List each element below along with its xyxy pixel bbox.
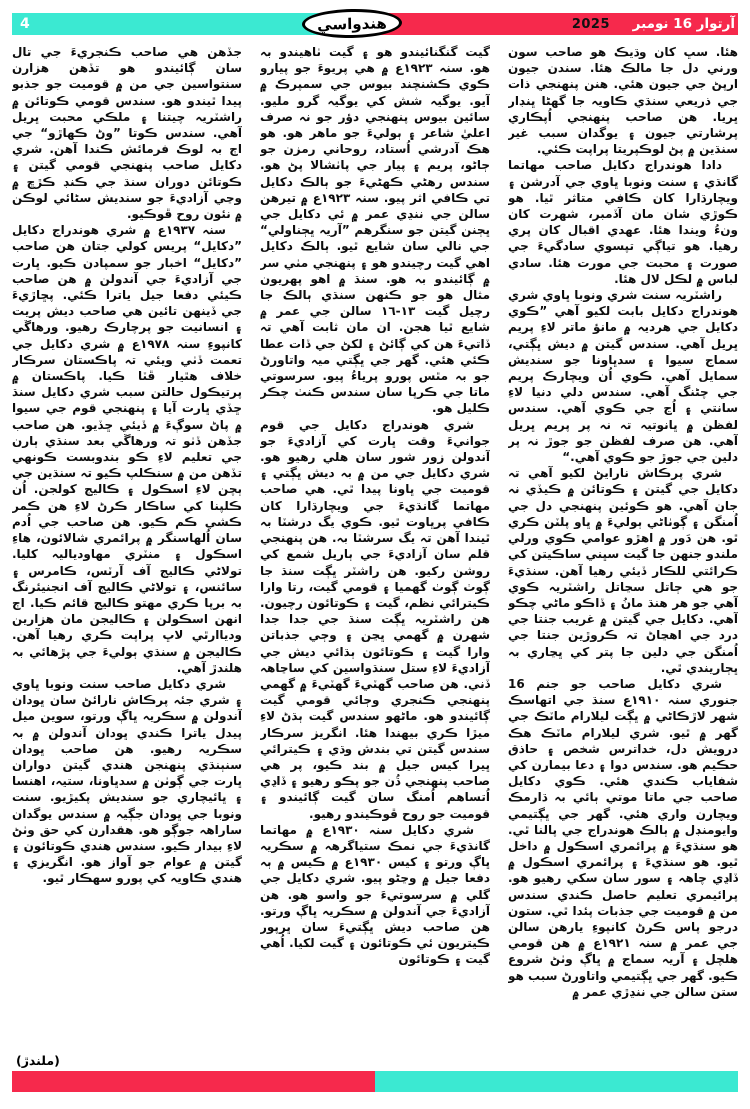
bottom-teal-band xyxy=(375,1071,738,1092)
paragraph: جڏهن هي صاحب ڪنجريءَ جي تال سان ڳائيندو هو تڏهن هزارن سنتواسين جي من ۾ قوميت جو جذبو پيدا ٿيندو هو. سندس قومي ڪوتائن ۾ راشٽريہ چيتنا ۽ ملڪي محبت ڀريل آهي. سندس ڪوتا ”وڻ ڪهاڙو“ جي اڄ بہ لوڪ فرمائش ڪندا آهن. شري دکايل صاحب پنهنجي قومي گيتن ۽ ڪوتائن دوران سنڌ جي ڪنڊ ڪڙڇ ۾ وڃي آزاديءَ جو سنديش سڻائي لوڪن ۾ نئون روح ڦوڪيو. xyxy=(12,45,242,222)
article-columns xyxy=(12,44,738,1066)
column-middle xyxy=(260,44,490,1066)
paragraph: شري دکايل سنہ ١٩٣٠ع ۾ مهاتما گانڌيءَ جي نمڪ ستياگرهہ ۾ سڪريہ ڀاڳ ورتو ۽ کيس ١٩٣٠ع ۾ ڪيس ۾ ٻہ دفعا جيل ۾ وڃڻو پيو. شري دکايل جي گلي ۾ سرسوتيءَ جو واسو هو. هن آزاديءَ جي آندولن ۾ سڪريہ ڀاڳ ورتو. هن صاحب ديش ڀڳتيءَ سان ڀرپور ڪيتريون ئي ڪوتائون ۽ گيت لکيا. اُهي گيت ۽ ڪوتائون xyxy=(260,822,490,967)
year-label: 2025 xyxy=(571,16,610,32)
paragraph: هئا. سڀ کان وڌيڪ هو صاحب سون ورني دل جا مالڪ هئا. سندن جيون ارپڻ جي جيون هئي. هنن پنهنجي ذات جي ذريعي سنڌي ڪاويہ جا گهڻا ڀنڊار ڀريا. هن صاحب پنهنجي اُپڪاري پرشارتي جيون ۽ يوگدان سبب غير سنڌين ۾ پڻ لوڪپريتا پراپت ڪئي. xyxy=(508,45,738,157)
column-right xyxy=(508,44,738,1066)
paragraph: شري دکايل صاحب سنت ونوبا ڀاوي ۽ شري جئہ پرڪاش نارائڻ سان ڀودان آندولن ۾ سڪريہ ڀاڳ ورتو، سوين ميل پيدل ياترا ڪندي ڀودان آندولن ۾ بہ سڪريہ رهيو. هن صاحب ڀودان سنٻنڌي پنهنجن هندي گيتن دواران ڀارت جي ڳوٺن ۾ سدڀاونا، ستيہ، اهنسا ۽ ڀائيچاري جو سنديش پکيڙيو. سنت ونوبا جي ڀودان جڳيہ ۾ سندس يوگدان ساراهہ جوڳو هو. هقدارن کي حق وٺڻ لاءِ بيدار ڪيو. سندس هندي ڪوتائون ۽ گيتن ۾ عوام جو آواز هو. انگريزي ۽ هندي ڪاويہ کي پورو سهڪار ٿيو. xyxy=(12,676,242,886)
paragraph: گيت گنگنائيندو هو ۽ گيت ٺاهيندو بہ هو. سنہ ١٩٢٣ع ۾ هي پريوءَ جو پيارو ڪوي ڪشنچند بيوس جي سمپرڪ ۾ آيو. يوگيہ شش کي يوگيہ گرو مليو. سائين بيوس پنهنجي دؤر جو نہ صرف اعليٰ شاعر ۽ ٻوليءَ جو ماهر هو. هو هڪ آدرشي اُستاد، روحاني رمزن جو ڄاڻو، پريم ۽ پيار جي پاٺشالا پڻ هو. سندس رهڻي ڪهڻيءَ جو ٻالڪ دکايل تي ڪافي اثر پيو. سنہ ١٩٢٣ع ۾ تيرهن سالن جي ننڍي عمر ۾ ئي دکايل جي ڀڄنن گيتن جو سنگرهم ”آريہ ڀڄناولي“ جي نالي سان شايع ٿيو. ٻالڪ دکايل اهي گيت رچيندو هو ۽ پنهنجي مٺي سر ۾ ڳائيندو بہ هو. سنڌ ۾ اهو پهريون مثال هو جو ڪنهن سنڌي ٻالڪ جا رچيل گيت ١٣-١٦ سالن جي عمر ۾ شايع ٿيا هجن. ان مان ثابت آهي تہ ڏاتيءَ هن کي ڳائڻ ۽ لکڻ جي ڏات عطا ڪئي هئي. گهر جي ڀڳتي ميہ واتاورڻ جو بہ مٿس پورو پرياءُ پيو. سرسوتي ماتا جي ڪرپا سان سندس ڪنٺ چڪر ڪليل هو. xyxy=(260,45,490,416)
masthead-title: هندواسي xyxy=(317,13,387,34)
continued-label: (ملندڙ) xyxy=(16,1053,60,1068)
paragraph: راشٽريہ سنت شري ونوبا ڀاوي شري هوندراج دکايل بابت لکيو آهي ”ڪوي دکايل جي هرديہ ۾ مانؤ ماتر لاءِ پريم ڀريل آهي. سندس گيتن ۾ ديش ڀڳتي، سماج سيوا ۽ سدڀاونا جو سنديش سمايل آهي. ڪوي اُن ويچارڪ پريم جي چڻنگ آهي. سندس دلي دنيا لاءِ سانتي ۽ اُڃ جي ڪوي آهي. سندس لفظن ۾ ڀانوتيہ تہ نہ پر پريم ڀريل آهي. هن صرف لفظن جو جوڙ نہ پر دلين جي جوڙ جو ڪوي آهي.“ xyxy=(508,288,738,465)
paragraph: شري دکايل صاحب جو جنم 16 جنوري سنہ ١٩١٠ع سنڌ جي اتهاسڪ شهر لاڙڪاڻي ۾ ڀڳت ليلارام ماٽڪ جي گهر ۾ ٿيو. شري ليلارام ماٽڪ هڪ درويش دل، خداترس شخص ۽ حاذق حڪيم هو. سندس دوا ۽ دعا بيمارن کي شفاياب ڪندي هئي. ڪوي دکايل صاحب جي ماتا موتي ٻائي بہ ڌارمڪ ويچارن واري هئي. گهر جي ڀڳتيمي وايومنڊل ۾ ٻالڪ هوندراج جي پالنا ٿي. هو سنڌيءَ ۾ پرائمري اسڪول ۾ داخل ٿيو. هو سنڌيءَ ۽ پرائمري اسڪول ۾ ڏاڍي چاهہ ۽ سور سان سکي رهيو هو. پرائيمري تعليم حاصل ڪندي سندس من ۾ قوميت جي جذبات پئدا ٿي. ستون درجو پاس ڪرڻ کانپوءِ يارهن سالن جي عمر ۾ سنہ ١٩٢١ع ۾ هن قومي هلچل ۽ آريہ سماج ۾ ڀاڳ وٺڻ شروع ڪيو. گهر جي ڀڳتيمي واتاورڻ سبب هو ستن سالن جي ننڍڙي عمر ۾ xyxy=(508,676,738,999)
paragraph: دادا هوندراج دکايل صاحب مهاتما گانڌي ۽ سنت ونوبا ڀاوي جي آدرشن ۽ ويچارڌارا کان ڪافي متاثر ٿيا. هو ڪوڙي شان مان آڏمبر، شهرت کان ونءُ ويندا هئا. عهدي اقبال کان پري رهيا. هو تياڳي تپسوي سادگيءَ جي صورت ۽ محبت جي مورت هئا. سادي لباس ۾ لڪل لال هئا. xyxy=(508,158,738,286)
header-bar xyxy=(12,13,738,35)
paragraph: شري پرڪاش نارايڻ لکيو آهي تہ دکايل جي گيتن ۽ ڪوتائن ۾ ڪيڏي نہ جان آهي. هو ڪوئين پنهنجي دل جي اُمنگن ۽ ڳوٺاڻي ٻوليءَ ۾ ڀاو پلٽن ڪري ٿو. هن دَور ۾ اهڙو عوامي ڪوي ورلي ملندو جنهن جا گيت سڀني ساڪيتن کي ڪرائتي للڪار ڏيئي رهيا آهن. سنڌيءَ جو هي ڄاتل سڃاتل راشٽريہ ڪوي آهي جو هر هنڌ مانُ ۽ ڏاڪو ماڻي چڪو آهي. دکايل جي گيتن ۾ غريب جنتا جي درد جي اهڃاڻ تہ ڪروڙين جنتا جي اُمنگن جي دلين جا پتر کي ڀڃاري بہ ڀڄاريندي ٿي. xyxy=(508,466,738,675)
header-red-band xyxy=(364,13,738,35)
date-label: آرتوار 16 نومبر xyxy=(632,16,735,32)
page-number: 4 xyxy=(20,16,30,32)
paragraph: سنہ ١٩٣٧ع ۾ شري هوندراج دکايل ”دکايل“ پريس کولي جتان هن صاحب ”دکايل“ اخبار جو سمپادن ڪيو. ڀارت جي آزاديءَ جي آندولن ۾ هن صاحب ڪيئي دفعا جيل ياترا ڪئي. پڇاڙيءَ جي ڏينهن تائين هي صاحب ديش پريت ۽ انسانيت جو پرچارڪ رهيو. ورهاڱي کانپوءِ سنہ ١٩٧٨ع ۾ شري دکايل جي تعمت ڏٺي ويئي تہ پاڪستان سرڪار خلاف هٿيار ڦٽا ڪيا. پاڪستان ۾ پرتيڪول حالتن سبب شري دکايل سنڌ ڇڏي ڀارت آيا ۽ پنهنجي قوم جي سيوا ۾ پاڻ سوڳءَ ۾ ڏيئي ڇڏيو. هن صاحب جڏهن ڏٺو تہ ورهاڱي بعد سنڌي ٻارن جي تعليم لاءِ ڪو بندوبست ڪونهي تڏهن من ۾ سنڪلپ ڪيو تہ سنڌين جي ٻچن لاءِ اسڪول ۽ ڪاليج کولجن. اُن ڪلپنا کي ساڪار ڪرڻ لاءِ هن ڪمر ڪشي ڪم ڪيو. هن صاحب جي اُدم سان اُلهاسنگر ۾ پرائمري شالائون، هاءِ اسڪول ۽ منٽري مهاوديالیہ کليا. تولاڻي ڪاليج آف آرٽس، ڪامرس ۽ سائنس، ۽ تولاڻي ڪاليج آف انجنيئرنگ بہ برپا ڪري مهتو ڪاليج قائم ڪيا. اڄ انهن اسڪولن ۽ ڪاليجن مان هزارين ودياارٿي لاڀ پراپت ڪري رهيا آهن. ڪاليجن ۾ سنڌي ٻوليءَ جي پڙهائي بہ هلندڙ آهي. xyxy=(12,223,242,675)
paragraph: شري هوندراج دکايل جي قوم جوانيءَ وقت ڀارت کي آزاديءَ جو آندولن زور شور سان هلي رهيو هو. شري دکايل جي من ۾ بہ ديش ڀڳتي ۽ قوميت جي ڀاونا پيدا ٿي. هي صاحب مهاتما گانڌيءَ جي ويچارڌارا کان ڪافي پرڀاوت ٿيو. ڪوي يگ درشٽا بہ ٿيندا آهن تہ يگ سرشٽا بہ. هن پنهنجي قلم سان آزاديءَ جي ٻاريل شمع کي روشن رکيو. هن راشٽر ڀڳت سنڌ جا ڳوٺ ڳوٺ گهميا ۽ قومي گيت، رتا وارا ڪيترائي نظم، گيت ۽ ڪوتائون رچيون. هن راشٽريہ ڀڳت سنڌ جي جدا جدا شهرن ۾ گهمي ڀڃن ۽ وڄي جذباتن وارا گيت ۽ ڪوتائون ٻڌائي ديش جي آزاديءَ لاءِ ستل سنڌواسين کي ساڃاهہ ڏني. هن صاحب گهٽيءَ گهٽيءَ ۾ گهمي پنهنجي ڪنجري وڄائي قومي گيت ڳائيندو هو. ماڻهو سندس گيت ٻڌڻ لاءِ ميڙا ڪري بيهندا هئا. انگريز سرڪار سندس گيتن تي بندش وڌي ۽ ڪيترائي ڀيرا کيس جيل ۾ بند ڪيو، پر هي صاحب پنهنجي ڌُن جو پڪو رهيو ۽ ڏاڍي اُتساهم اُمنگ سان گيت ڳائيندو ۽ قوميت جو روح ڦوڪيندو رهيو. xyxy=(260,417,490,821)
bottom-bar xyxy=(12,1071,738,1092)
bottom-red-band xyxy=(12,1071,375,1092)
column-left xyxy=(12,44,242,1066)
